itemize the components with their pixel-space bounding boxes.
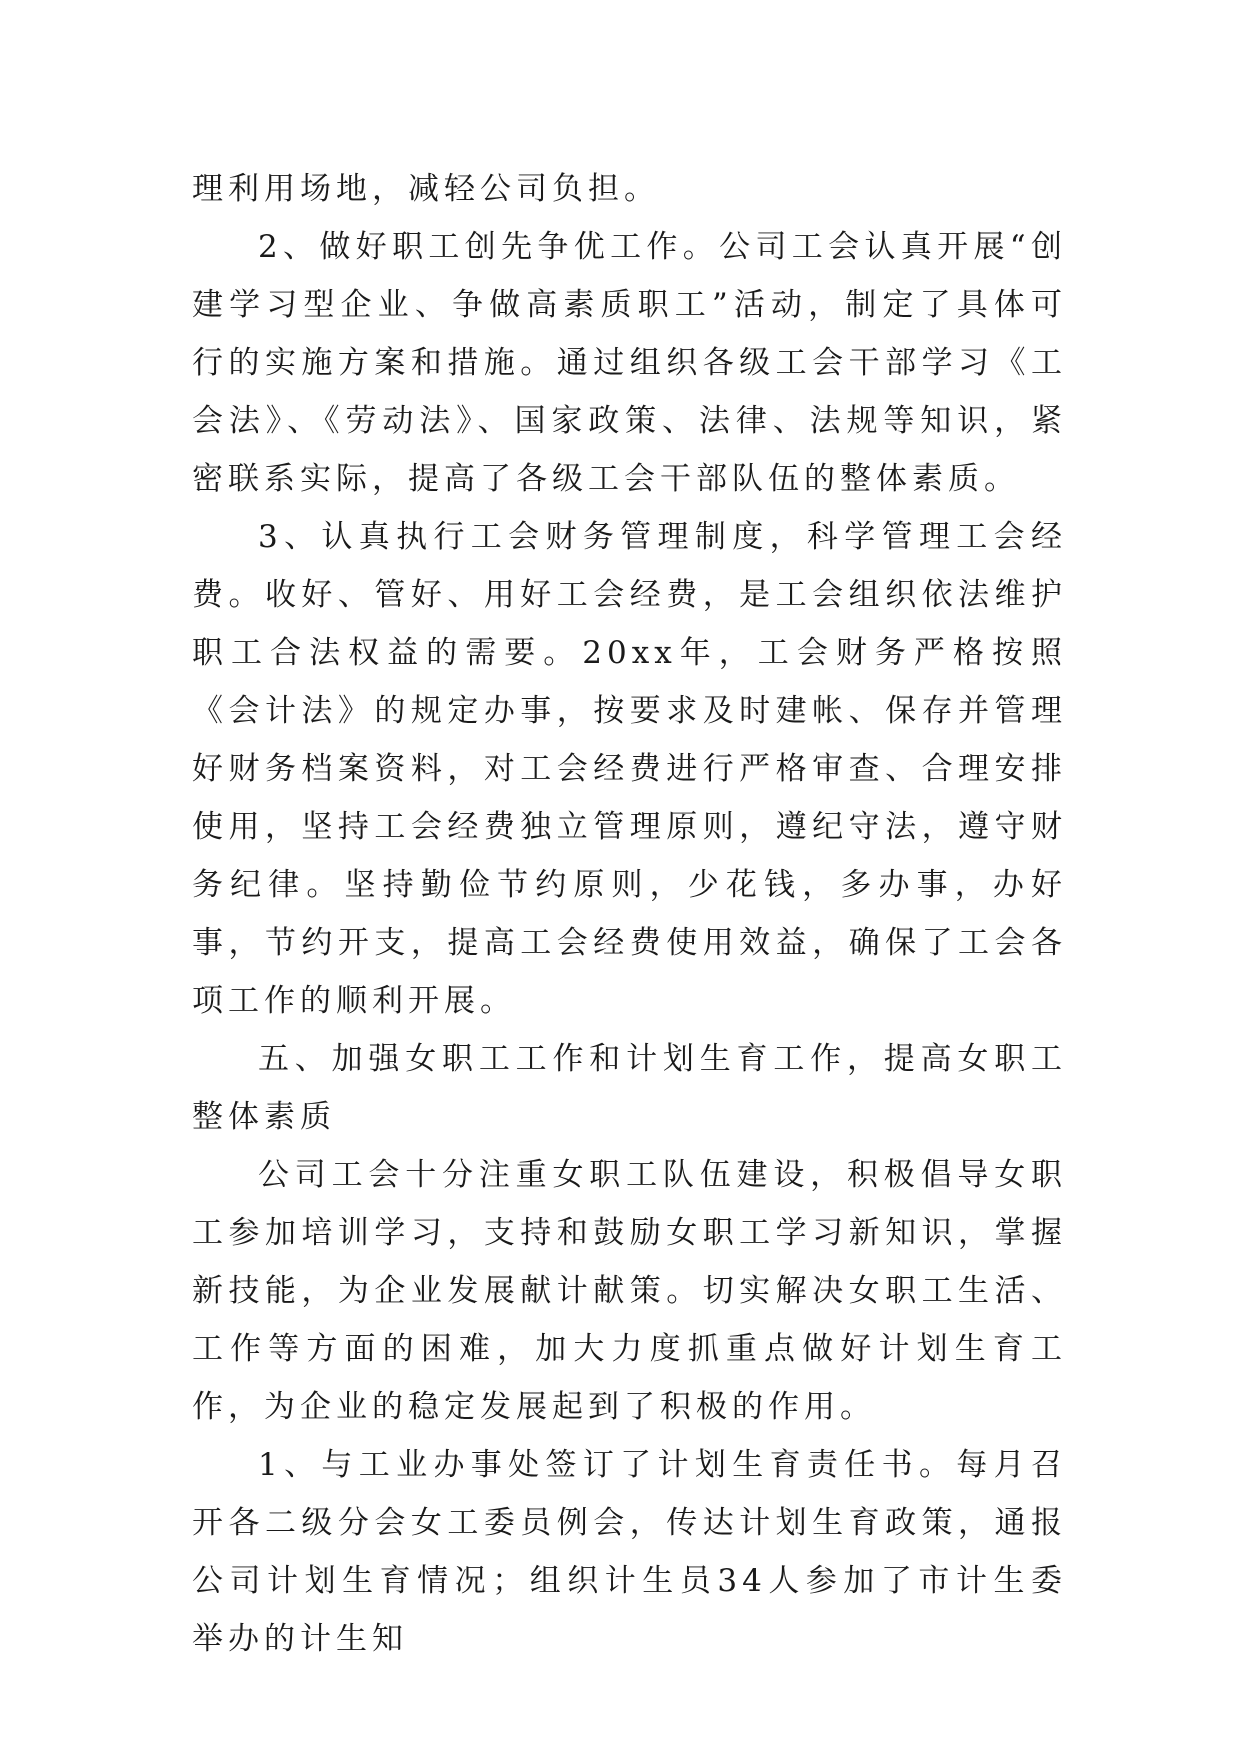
document-body: [192, 160, 1067, 1668]
paragraph-item-2: 2、做好职工创先争优工作。公司工会认真开展“创建学习型企业、争做高素质职工”活动，制定了具体可行的实施方案和措施。通过组织各级工会干部学习《工会法》、《劳动法》、国家政策、法律、法规等知识，紧密联系实际，提高了各级工会干部队伍的整体素质。: [192, 229, 1067, 497]
paragraph-item-1: 1、与工业办事处签订了计划生育责任书。每月召开各二级分会女工委员例会，传达计划生育政策，通报公司计划生育情况；组织计生员34人参加了市计生委举办的计生知: [192, 1447, 1067, 1657]
paragraph-section-5-intro: 公司工会十分注重女职工队伍建设，积极倡导女职工参加培训学习，支持和鼓励女职工学习新知识，掌握新技能，为企业发展献计献策。切实解决女职工生活、工作等方面的困难，加大力度抓重点做好计划生育工作，为企业的稳定发展起到了积极的作用。: [192, 1157, 1067, 1425]
paragraph-continuation: 理利用场地，减轻公司负担。: [192, 171, 660, 207]
paragraph-item-3: 3、认真执行工会财务管理制度，科学管理工会经费。收好、管好、用好工会经费，是工会组织依法维护职工合法权益的需要。20xx年，工会财务严格按照《会计法》的规定办事，按要求及时建帐、保存并管理好财务档案资料，对工会经费进行严格审查、合理安排使用，坚持工会经费独立管理原则，遵纪守法，遵守财务纪律。坚持勤俭节约原则，少花钱，多办事，办好事，节约开支，提高工会经费使用效益，确保了工会各项工作的顺利开展。: [192, 519, 1067, 1019]
section-heading-5: 五、加强女职工工作和计划生育工作，提高女职工整体素质: [192, 1041, 1067, 1135]
